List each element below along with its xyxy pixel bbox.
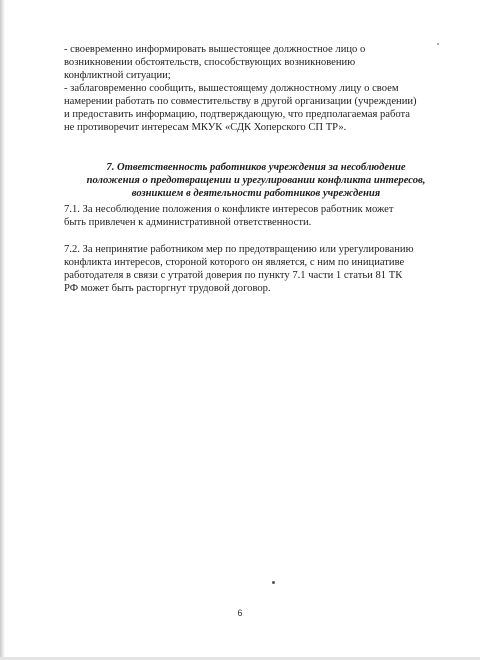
heading-line: 7. Ответственность работников учреждения за несоблюдение [106,162,406,173]
heading-line: положения о предотвращении и урегулировании конфликта интересов, [86,175,426,186]
text-line: и предоставить информацию, подтверждающую, что предполагаемая работа [64,109,410,120]
section-heading [60,161,452,200]
duties-list [64,43,456,134]
scan-speck [272,581,275,584]
text-line: конфликта интересов, стороной которого он является, с ним по инициативе [64,257,405,268]
text-line: конфликтной ситуации; [64,70,171,81]
text-line: - заблаговременно сообщить, вышестоящему должностному лицу о своем [64,83,399,94]
text-line: работодателя в связи с утратой доверия по пункту 7.1 части 1 статьи 81 ТК [64,270,403,281]
page-number: 6 [237,608,243,618]
text-line: 7.2. За непринятие работником мер по предотвращению или урегулированию [64,244,414,255]
paragraph-7-1 [64,203,456,229]
text-line: намерении работать по совместительству в другой организации (учреждении) [64,96,417,107]
paragraph-7-2 [64,243,456,295]
heading-line: возникшем в деятельности работников учреждения [131,188,381,199]
text-line: быть привлечен к административной ответственности. [64,217,312,228]
scan-speck [437,43,439,45]
text-line: - своевременно информировать вышестоящее должностное лицо о [64,44,366,55]
scan-shadow-left [0,0,5,660]
text-line: не противоречит интересам МКУК «СДК Хоперского СП ТР». [64,122,347,133]
text-line: РФ может быть расторгнут трудовой договор. [64,283,271,294]
text-line: 7.1. За несоблюдение положения о конфликте интересов работник может [64,204,394,215]
text-line: возникновении обстоятельств, способствующих возникновению [64,57,356,68]
